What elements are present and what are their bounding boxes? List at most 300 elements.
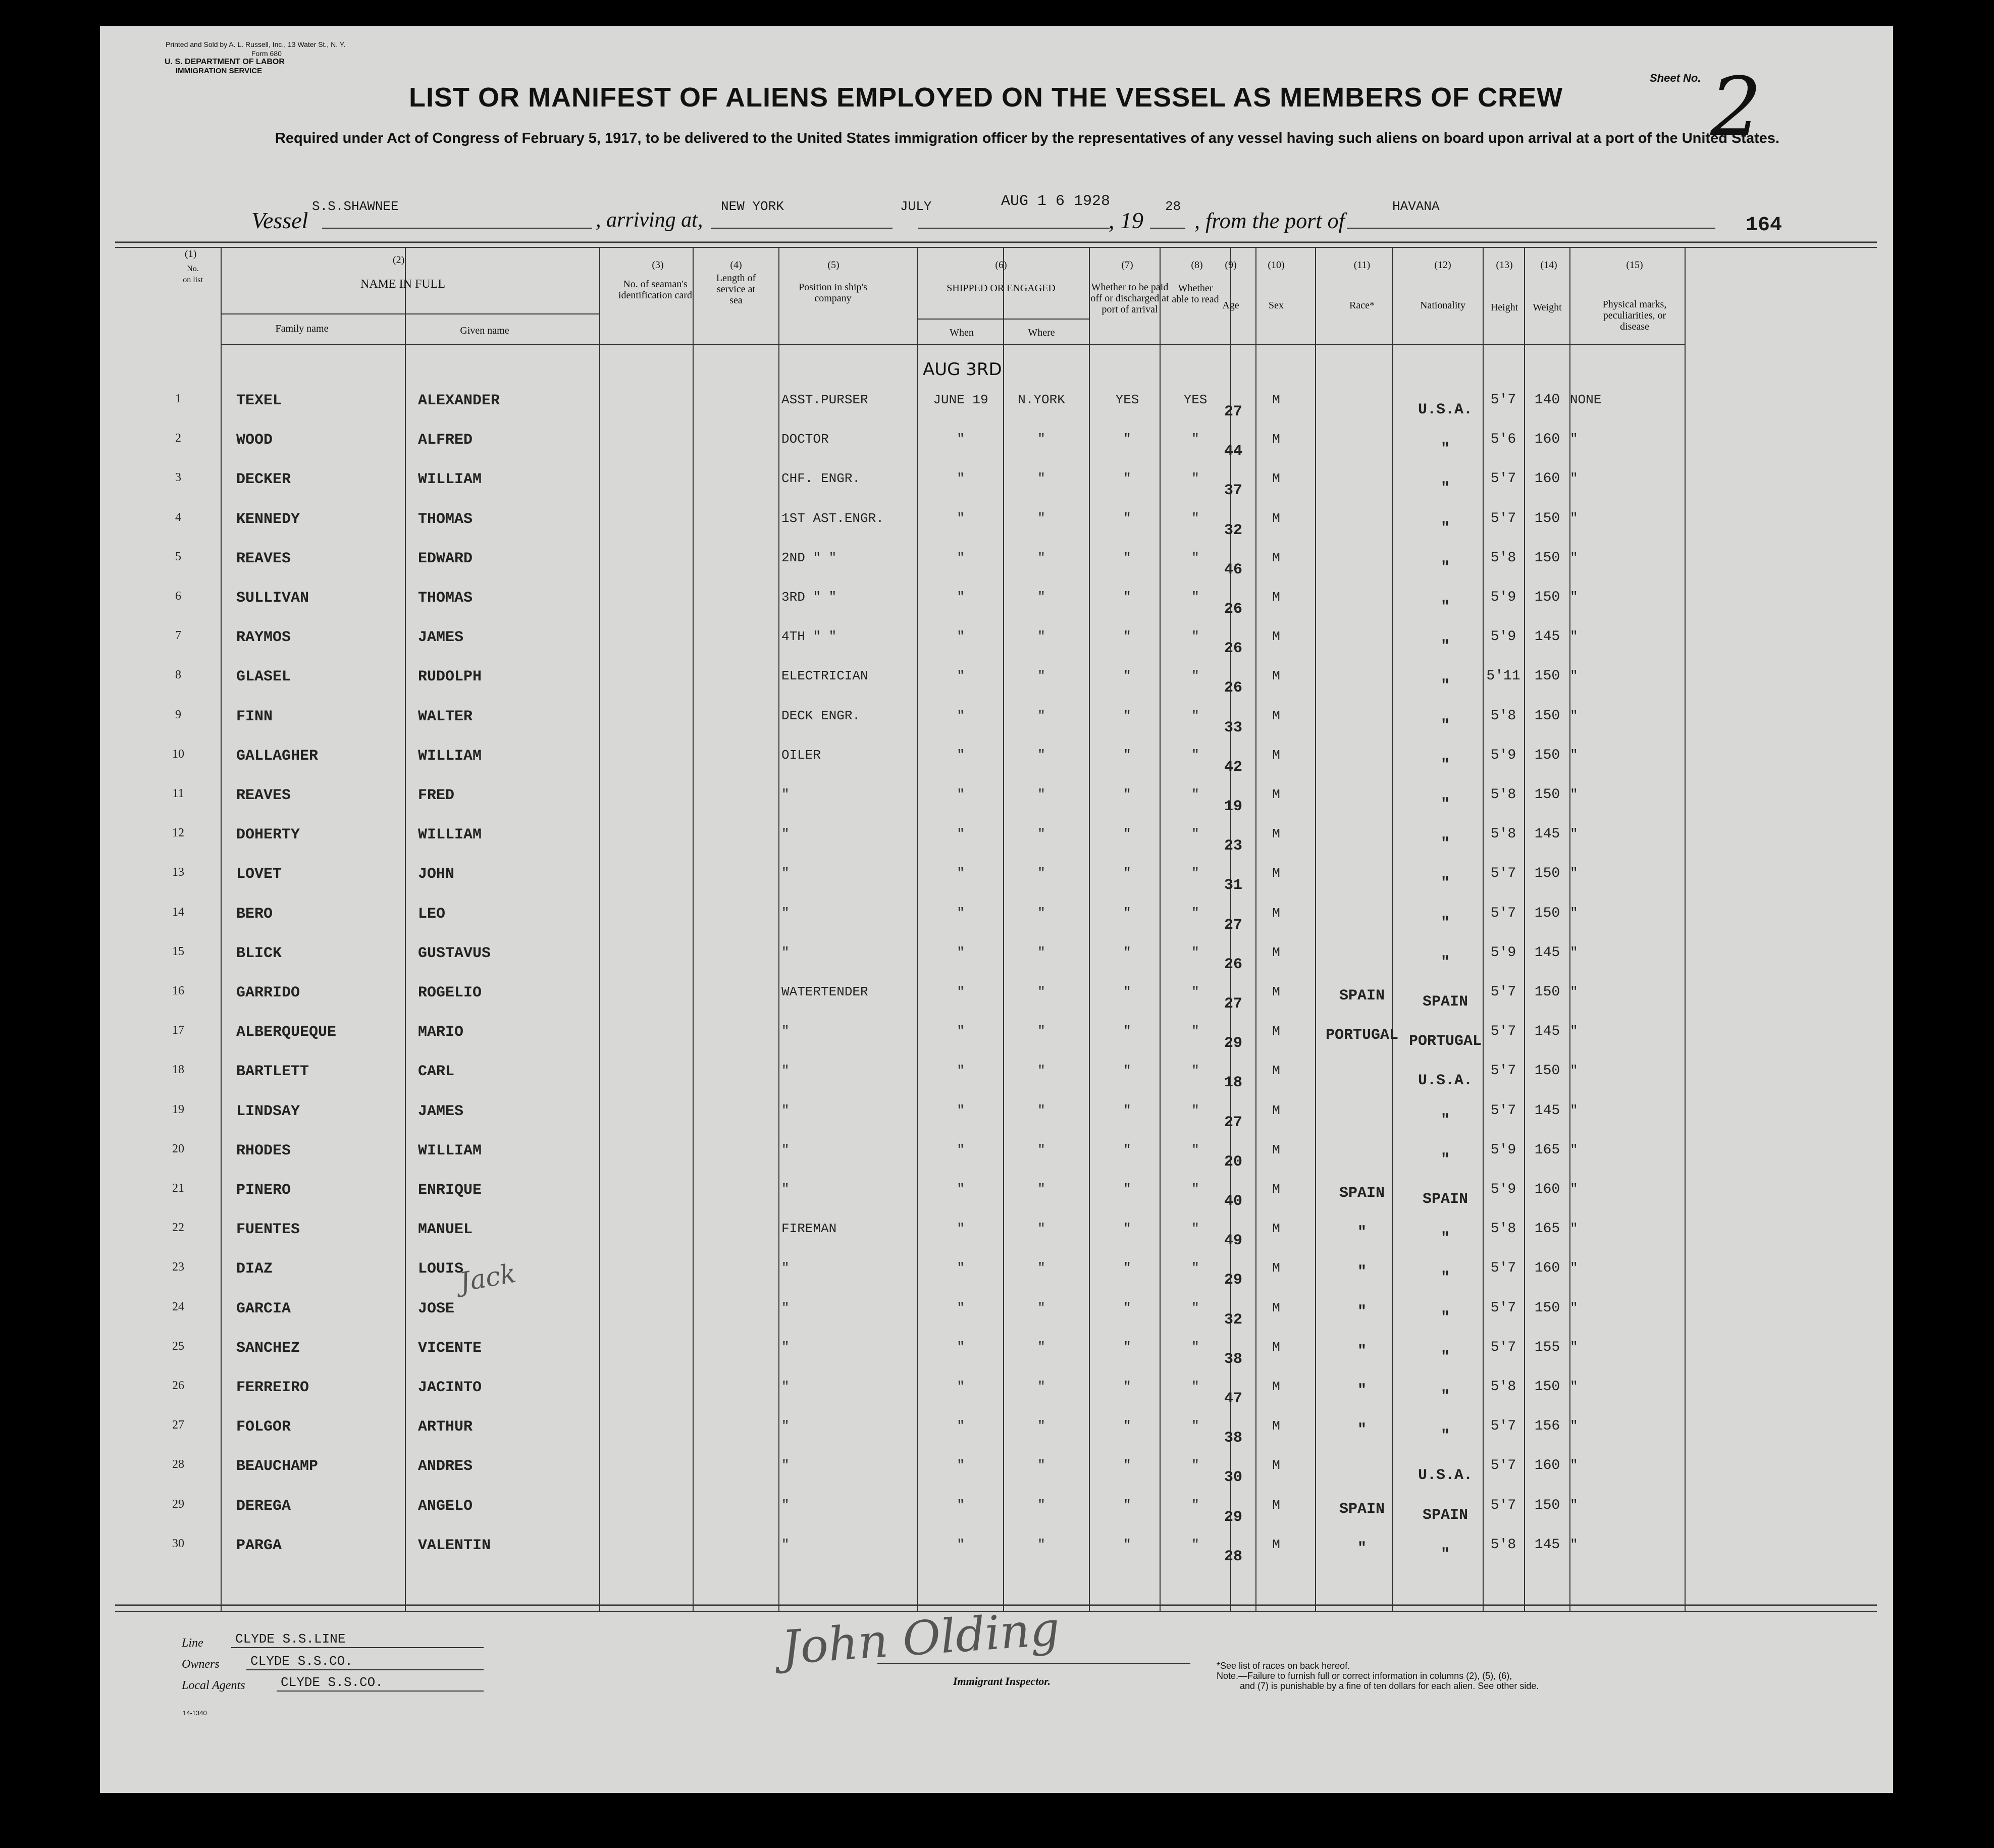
cell-position: " — [781, 1142, 790, 1157]
when-stamp-handwritten: AUG 3RD — [923, 359, 1002, 380]
cell-given: GUSTAVUS — [418, 944, 491, 962]
cell-sex: M — [1272, 392, 1280, 407]
cell-nat: " — [1440, 954, 1450, 971]
cell-marks: " — [1570, 1063, 1578, 1079]
cell-family: FUENTES — [236, 1221, 300, 1239]
penalty-note-2: and (7) is punishable by a fine of ten dollars for each alien. See other side. — [1240, 1681, 1539, 1691]
cell-when: " — [957, 1497, 965, 1513]
cell-given: JACINTO — [418, 1379, 482, 1396]
cell-read: " — [1191, 905, 1199, 921]
date-stamp: AUG 1 6 1928 — [1001, 193, 1111, 210]
cell-where: " — [1037, 1102, 1045, 1118]
col-header-10: Sex — [1269, 300, 1284, 311]
cell-marks: " — [1570, 1458, 1578, 1473]
cell-nat: " — [1440, 1388, 1450, 1405]
cell-when: " — [957, 1142, 965, 1157]
cell-nat: " — [1440, 599, 1450, 616]
cell-sex: M — [1272, 471, 1280, 487]
cell-when: " — [957, 1221, 965, 1237]
cell-nat: " — [1440, 1348, 1450, 1366]
cell-n: 18 — [172, 1063, 184, 1077]
cell-paid: " — [1123, 747, 1131, 763]
cell-position: " — [781, 826, 790, 842]
cell-height: 5'8 — [1490, 787, 1516, 803]
cell-sex: M — [1272, 826, 1280, 842]
col-header-5-num: (5) — [827, 259, 839, 271]
cell-n: 1 — [175, 392, 181, 405]
col-header-family-name: Family name — [275, 323, 329, 334]
cell-position: WATERTENDER — [781, 984, 868, 999]
cell-marks: " — [1570, 471, 1578, 487]
cell-when: " — [957, 432, 965, 447]
col-header-3-num: (3) — [652, 259, 664, 271]
cell-sex: M — [1272, 1024, 1280, 1039]
cell-age: 26 — [1224, 679, 1242, 697]
cell-when: " — [957, 984, 965, 999]
cell-paid: " — [1123, 471, 1131, 487]
cell-marks: " — [1570, 432, 1578, 447]
arrival-month: JULY — [900, 199, 932, 214]
cell-marks: " — [1570, 905, 1578, 921]
cell-weight: 145 — [1534, 1024, 1560, 1040]
cell-when: " — [957, 550, 965, 565]
cell-n: 16 — [172, 984, 184, 997]
cell-n: 7 — [175, 629, 181, 643]
col-header-1: No. on list — [183, 265, 203, 284]
penalty-note-1: Note.—Failure to furnish full or correct information in columns (2), (5), (6), — [1217, 1671, 1512, 1681]
races-note: *See list of races on back hereof. — [1217, 1661, 1350, 1671]
cell-height: 5'7 — [1490, 510, 1516, 526]
line-value: CLYDE S.S.LINE — [235, 1631, 346, 1647]
cell-height: 5'7 — [1490, 1418, 1516, 1435]
owners-label: Owners — [182, 1658, 220, 1671]
cell-marks: " — [1570, 708, 1578, 723]
cell-nat: U.S.A. — [1418, 401, 1473, 418]
cell-sex: M — [1272, 1300, 1280, 1315]
cell-given: THOMAS — [418, 510, 473, 528]
vessel-label: Vessel — [251, 207, 308, 233]
cell-age: 31 — [1224, 877, 1242, 894]
cell-n: 22 — [172, 1221, 184, 1235]
cell-given: WILLIAM — [418, 471, 482, 489]
cell-age: 26 — [1224, 601, 1242, 618]
col-header-7-num: (7) — [1121, 259, 1133, 271]
cell-sex: M — [1272, 747, 1280, 763]
cell-age: 26 — [1224, 956, 1242, 973]
cell-read: " — [1191, 550, 1199, 565]
cell-paid: " — [1123, 1339, 1131, 1355]
cell-nat: " — [1440, 638, 1450, 656]
col-header-15: Physical marks, peculiarities, or disease — [1602, 299, 1667, 332]
cell-position: " — [781, 1537, 790, 1552]
cell-marks: " — [1570, 668, 1578, 684]
cell-position: " — [781, 1182, 790, 1197]
cell-when: " — [957, 1182, 965, 1197]
cell-read: " — [1191, 1458, 1199, 1473]
cell-weight: 150 — [1534, 866, 1560, 882]
cell-height: 5'7 — [1490, 1497, 1516, 1513]
col-header-6: SHIPPED OR ENGAGED — [947, 283, 1056, 294]
cell-weight: 160 — [1534, 1182, 1560, 1197]
cell-height: 5'11 — [1486, 668, 1520, 684]
col-header-13: Height — [1490, 302, 1518, 313]
cell-when: " — [957, 668, 965, 684]
cell-weight: 145 — [1534, 1102, 1560, 1119]
cell-n: 11 — [172, 787, 184, 800]
cell-read: " — [1191, 984, 1199, 999]
cell-paid: " — [1123, 629, 1131, 645]
cell-read: " — [1191, 1102, 1199, 1118]
cell-age: 23 — [1224, 837, 1242, 855]
cell-weight: 150 — [1534, 668, 1560, 684]
cell-height: 5'9 — [1490, 590, 1516, 605]
cell-weight: 165 — [1534, 1221, 1560, 1237]
cell-n: 9 — [175, 708, 181, 721]
cell-position: " — [781, 1458, 790, 1473]
cell-race: " — [1357, 1263, 1367, 1281]
cell-when: " — [957, 1063, 965, 1079]
cell-paid: " — [1123, 787, 1131, 802]
cell-read: " — [1191, 629, 1199, 645]
cell-age: 46 — [1224, 561, 1242, 578]
cell-n: 30 — [172, 1537, 184, 1550]
cell-age: 29 — [1224, 1035, 1242, 1052]
cell-paid: " — [1123, 1260, 1131, 1276]
cell-when: JUNE 19 — [933, 392, 988, 407]
cell-family: WOOD — [236, 432, 273, 449]
cell-race: PORTUGAL — [1325, 1027, 1399, 1044]
cell-given: ROGELIO — [418, 984, 482, 1001]
cell-age: 26 — [1224, 640, 1242, 658]
cell-family: DIAZ — [236, 1260, 273, 1278]
cell-height: 5'8 — [1490, 550, 1516, 566]
cell-where: " — [1037, 1300, 1045, 1315]
cell-family: FERREIRO — [236, 1379, 309, 1396]
col-header-5: Position in ship's company — [799, 282, 867, 304]
cell-sex: M — [1272, 1537, 1280, 1552]
cell-weight: 150 — [1534, 747, 1560, 763]
cell-height: 5'7 — [1490, 905, 1516, 921]
cell-when: " — [957, 944, 965, 960]
cell-sex: M — [1272, 1063, 1280, 1079]
cell-where: " — [1037, 905, 1045, 921]
cell-race: SPAIN — [1339, 1185, 1385, 1202]
cell-weight: 150 — [1534, 510, 1560, 526]
cell-weight: 160 — [1534, 1458, 1560, 1474]
cell-n: 14 — [172, 905, 184, 919]
cell-given: MANUEL — [418, 1221, 473, 1239]
cell-family: REAVES — [236, 550, 291, 567]
cell-family: ALBERQUEQUE — [236, 1024, 337, 1041]
cell-when: " — [957, 787, 965, 802]
cell-age: 32 — [1224, 521, 1242, 539]
cell-age: 44 — [1224, 443, 1242, 460]
cell-read: " — [1191, 944, 1199, 960]
cell-marks: " — [1570, 510, 1578, 526]
cell-given: ANDRES — [418, 1458, 473, 1475]
cell-family: BLICK — [236, 944, 282, 962]
cell-weight: 156 — [1534, 1418, 1560, 1435]
inspector-label: Immigrant Inspector. — [953, 1675, 1051, 1687]
cell-where: " — [1037, 747, 1045, 763]
cell-given: WILLIAM — [418, 826, 482, 844]
manifest-subtitle: Required under Act of Congress of February 5, 1917, to be delivered to the United States immigration officer by the representatives of any vessel having such aliens on board upon arrival at a port of the United States. — [275, 130, 1780, 146]
cell-race: " — [1357, 1382, 1367, 1399]
cell-read: " — [1191, 1418, 1199, 1434]
cell-paid: " — [1123, 1024, 1131, 1039]
cell-position: " — [781, 1497, 790, 1513]
cell-height: 5'9 — [1490, 944, 1516, 961]
cell-given: LOUIS — [418, 1260, 464, 1278]
cell-age: 20 — [1224, 1153, 1242, 1171]
cell-family: GARRIDO — [236, 984, 300, 1001]
cell-sex: M — [1272, 1260, 1280, 1276]
cell-paid: " — [1123, 944, 1131, 960]
col-header-8: Whether able to read — [1172, 283, 1219, 305]
cell-n: 13 — [172, 866, 184, 879]
col-header-8-num: (8) — [1191, 259, 1203, 271]
cell-given: FRED — [418, 787, 455, 804]
cell-paid: YES — [1115, 392, 1139, 407]
cell-when: " — [957, 866, 965, 881]
cell-n: 4 — [175, 510, 181, 524]
arriving-port: NEW YORK — [721, 199, 784, 214]
cell-position: " — [781, 787, 790, 802]
cell-sex: M — [1272, 1221, 1280, 1237]
cell-age: 27 — [1224, 403, 1242, 420]
cell-sex: M — [1272, 1497, 1280, 1513]
cell-where: " — [1037, 1418, 1045, 1434]
arriving-label: , arriving at, — [596, 208, 703, 232]
cell-read: " — [1191, 1339, 1199, 1355]
cell-paid: " — [1123, 1221, 1131, 1237]
cell-given: ALEXANDER — [418, 392, 500, 409]
cell-race: SPAIN — [1339, 1500, 1385, 1518]
cell-sex: M — [1272, 787, 1280, 802]
cell-marks: " — [1570, 826, 1578, 842]
cell-marks: " — [1570, 1537, 1578, 1552]
cell-nat: SPAIN — [1422, 993, 1468, 1011]
cell-read: " — [1191, 826, 1199, 842]
cell-paid: " — [1123, 1418, 1131, 1434]
cell-n: 28 — [172, 1458, 184, 1471]
vessel-name: S.S.SHAWNEE — [312, 199, 399, 214]
cell-n: 6 — [175, 590, 181, 603]
cell-where: " — [1037, 708, 1045, 723]
cell-read: " — [1191, 1497, 1199, 1513]
cell-n: 26 — [172, 1379, 184, 1392]
cell-where: " — [1037, 629, 1045, 645]
manifest-sheet — [100, 26, 1893, 1793]
cell-given: CARL — [418, 1063, 455, 1081]
cell-sex: M — [1272, 550, 1280, 565]
cell-family: BEAUCHAMP — [236, 1458, 319, 1475]
cell-where: " — [1037, 1063, 1045, 1079]
col-header-11-num: (11) — [1353, 259, 1371, 271]
cell-nat: " — [1440, 835, 1450, 853]
cell-weight: 150 — [1534, 1379, 1560, 1395]
cell-where: " — [1037, 510, 1045, 526]
cell-family: KENNEDY — [236, 510, 300, 528]
cell-where: " — [1037, 1458, 1045, 1473]
cell-given: ENRIQUE — [418, 1182, 482, 1199]
cell-family: LOVET — [236, 866, 282, 883]
cell-n: 19 — [172, 1102, 184, 1116]
cell-sex: M — [1272, 1142, 1280, 1157]
cell-weight: 150 — [1534, 590, 1560, 605]
cell-when: " — [957, 1024, 965, 1039]
cell-where: " — [1037, 1537, 1045, 1552]
cell-nat: " — [1440, 559, 1450, 576]
cell-paid: " — [1123, 826, 1131, 842]
col-header-3: No. of seaman's identification card — [618, 279, 693, 301]
cell-marks: " — [1570, 1300, 1578, 1315]
cell-sex: M — [1272, 1182, 1280, 1197]
manifest-title: LIST OR MANIFEST OF ALIENS EMPLOYED ON THE VESSEL AS MEMBERS OF CREW — [409, 82, 1563, 113]
cell-height: 5'7 — [1490, 1339, 1516, 1355]
jack-margin-note: Jack — [457, 1258, 518, 1298]
cell-weight: 145 — [1534, 826, 1560, 842]
cell-read: " — [1191, 1300, 1199, 1315]
cell-age: 27 — [1224, 995, 1242, 1013]
cell-age: 30 — [1224, 1469, 1242, 1487]
service-name: IMMIGRATION SERVICE — [176, 67, 263, 75]
cell-paid: " — [1123, 550, 1131, 565]
cell-age: 27 — [1224, 916, 1242, 934]
cell-n: 10 — [172, 747, 184, 761]
cell-n: 20 — [172, 1142, 184, 1155]
sheet-label: Sheet No. — [1650, 72, 1701, 84]
cell-age: 29 — [1224, 1508, 1242, 1526]
cell-read: " — [1191, 1221, 1199, 1237]
cell-position: 4TH " " — [781, 629, 837, 645]
inspector-signature: John Olding — [779, 1601, 1062, 1675]
col-header-12: Nationality — [1420, 300, 1465, 311]
cell-read: " — [1191, 1537, 1199, 1552]
cell-marks: " — [1570, 984, 1578, 999]
cell-where: " — [1037, 1379, 1045, 1394]
cell-n: 24 — [172, 1300, 184, 1313]
col-header-2: NAME IN FULL — [360, 278, 445, 291]
cell-paid: " — [1123, 866, 1131, 881]
cell-height: 5'7 — [1490, 1458, 1516, 1474]
cell-sex: M — [1272, 905, 1280, 921]
cell-position: " — [781, 866, 790, 881]
cell-family: DEREGA — [236, 1497, 291, 1515]
cell-paid: " — [1123, 1300, 1131, 1315]
cell-n: 27 — [172, 1418, 184, 1432]
cell-position: " — [781, 1102, 790, 1118]
cell-height: 5'8 — [1490, 1537, 1516, 1553]
cell-height: 5'8 — [1490, 708, 1516, 724]
cell-marks: " — [1570, 1339, 1578, 1355]
cell-marks: " — [1570, 1142, 1578, 1157]
cell-position: DECK ENGR. — [781, 708, 861, 723]
cell-read: " — [1191, 866, 1199, 881]
cell-nat: U.S.A. — [1418, 1072, 1473, 1090]
cell-height: 5'7 — [1490, 1063, 1516, 1079]
cell-family: SANCHEZ — [236, 1339, 300, 1357]
cell-weight: 150 — [1534, 708, 1560, 724]
cell-race: SPAIN — [1339, 987, 1385, 1005]
cell-sex: M — [1272, 510, 1280, 526]
cell-family: TEXEL — [236, 392, 282, 409]
cell-nat: " — [1440, 1428, 1450, 1445]
cell-given: JOSE — [418, 1300, 455, 1317]
cell-where: " — [1037, 471, 1045, 487]
cell-height: 5'9 — [1490, 629, 1516, 645]
line-label: Line — [182, 1636, 203, 1650]
col-header-when: When — [950, 327, 974, 338]
cell-when: " — [957, 1300, 965, 1315]
cell-where: " — [1037, 1142, 1045, 1157]
cell-given: ANGELO — [418, 1497, 473, 1515]
cell-position: OILER — [781, 747, 821, 763]
cell-given: MARIO — [418, 1024, 464, 1041]
cell-age: 37 — [1224, 482, 1242, 500]
cell-age: 29 — [1224, 1272, 1242, 1289]
cell-age: 38 — [1224, 1430, 1242, 1447]
sheet-number: 2 — [1710, 60, 1762, 154]
cell-where: " — [1037, 668, 1045, 684]
cell-weight: 150 — [1534, 905, 1560, 921]
cell-n: 12 — [172, 826, 184, 840]
cell-age: 28 — [1224, 1548, 1242, 1565]
cell-read: " — [1191, 668, 1199, 684]
cell-height: 5'7 — [1490, 471, 1516, 487]
cell-family: PINERO — [236, 1182, 291, 1199]
cell-given: ARTHUR — [418, 1418, 473, 1436]
cell-weight: 145 — [1534, 629, 1560, 645]
cell-position: FIREMAN — [781, 1221, 837, 1237]
cell-height: 5'7 — [1490, 1260, 1516, 1277]
cell-sex: M — [1272, 984, 1280, 999]
cell-family: PARGA — [236, 1537, 282, 1554]
cell-sex: M — [1272, 1339, 1280, 1355]
cell-race: " — [1357, 1421, 1367, 1439]
cell-where: " — [1037, 1260, 1045, 1276]
cell-weight: 160 — [1534, 432, 1560, 448]
cell-given: ALFRED — [418, 432, 473, 449]
col-header-9-num: (9) — [1225, 259, 1237, 271]
cell-sex: M — [1272, 1102, 1280, 1118]
cell-sex: M — [1272, 629, 1280, 645]
cell-position: " — [781, 944, 790, 960]
cell-where: " — [1037, 1221, 1045, 1237]
cell-given: VALENTIN — [418, 1537, 491, 1554]
col-header-4: Length of service at sea — [716, 273, 756, 306]
col-header-14: Weight — [1533, 302, 1562, 313]
cell-sex: M — [1272, 668, 1280, 684]
cell-given: JAMES — [418, 1102, 464, 1120]
cell-n: 15 — [172, 944, 184, 958]
cell-age: 49 — [1224, 1232, 1242, 1250]
cell-paid: " — [1123, 1102, 1131, 1118]
cell-height: 5'8 — [1490, 1379, 1516, 1395]
cell-position: " — [781, 1260, 790, 1276]
cell-position: 3RD " " — [781, 590, 837, 605]
cell-height: 5'8 — [1490, 1221, 1516, 1237]
cell-height: 5'9 — [1490, 747, 1516, 763]
cell-weight: 165 — [1534, 1142, 1560, 1158]
cell-where: " — [1037, 590, 1045, 605]
cell-family: BARTLETT — [236, 1063, 309, 1081]
cell-marks: " — [1570, 944, 1578, 960]
cell-position: " — [781, 1024, 790, 1039]
cell-given: EDWARD — [418, 550, 473, 567]
cell-paid: " — [1123, 1063, 1131, 1079]
cell-race: " — [1357, 1342, 1367, 1360]
